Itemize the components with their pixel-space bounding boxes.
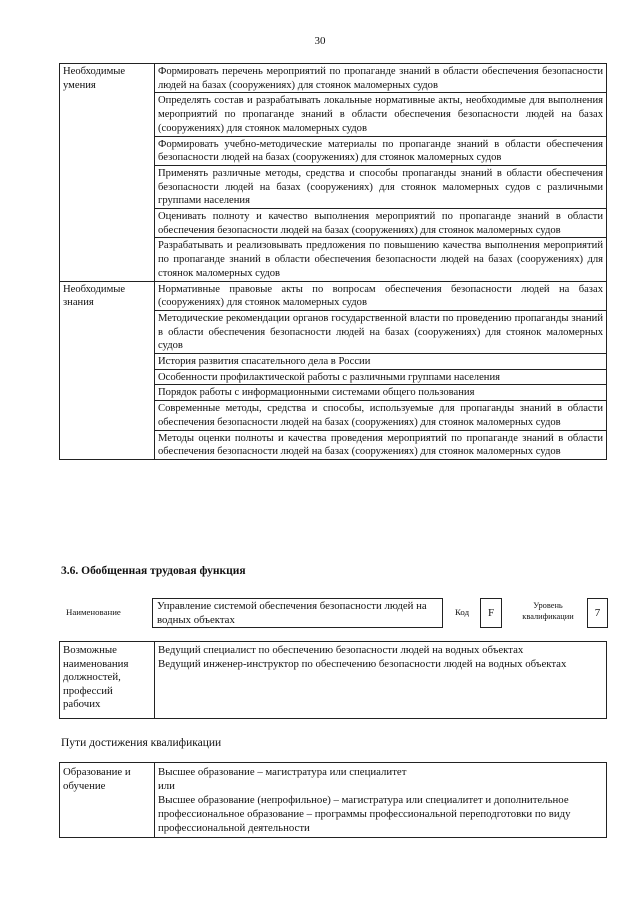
function-name-field: Управление системой обеспечения безопасности людей на водных объектах bbox=[152, 598, 443, 628]
knowledge-item: Порядок работы с информационными системами общего пользования bbox=[155, 385, 607, 401]
positions-value bbox=[155, 642, 607, 719]
education-line: Высшее образование (непрофильное) – магистратура или специалитет и дополнительное профессиональное образование – программы профессиональной переподготовки по виду профессиональной деятельности bbox=[158, 794, 571, 834]
knowledge-item: История развития спасательного дела в России bbox=[155, 354, 607, 370]
skill-item: Определять состав и разрабатывать локальные нормативные акты, необходимые для выполнения мероприятий по пропаганде знаний в области обеспечения безопасности людей на базах (сооружениях) для стоянок маломерных судов bbox=[155, 93, 607, 136]
row-label-knowledge: Необходимые знания bbox=[60, 281, 155, 459]
education-line: или bbox=[158, 780, 175, 792]
education-value bbox=[155, 763, 607, 838]
skill-item: Применять различные методы, средства и способы пропаганды знаний в области обеспечения безопасности людей на базах (сооружениях) для стоянок маломерных судов с различными группами населения bbox=[155, 165, 607, 208]
skill-item: Оценивать полноту и качество выполнения мероприятий по пропаганде знаний в области обеспечения безопасности людей на базах (сооружениях) для стоянок маломерных судов bbox=[155, 209, 607, 238]
code-label: Код bbox=[455, 607, 470, 617]
name-label: Наименование bbox=[66, 607, 121, 617]
skill-item: Формировать перечень мероприятий по пропаганде знаний в области обеспечения безопасности людей на базах (сооружениях) для стоянок маломерных судов bbox=[155, 64, 607, 93]
knowledge-item: Современные методы, средства и способы, используемые для пропаганды знаний в области обеспечения безопасности людей на базах (сооружениях) для стоянок маломерных судов bbox=[155, 401, 607, 430]
knowledge-item: Нормативные правовые акты по вопросам обеспечения безопасности людей на базах (сооружениях) для стоянок маломерных судов bbox=[155, 281, 607, 310]
section-title: 3.6. Обобщенная трудовая функция bbox=[61, 565, 246, 577]
skill-item: Разрабатывать и реализовывать предложения по повышению качества выполнения мероприятий по пропаганде знаний в области обеспечения безопасности людей на базах (сооружениях) для стоянок маломерных судов bbox=[155, 238, 607, 281]
qualification-heading: Пути достижения квалификации bbox=[61, 737, 222, 749]
knowledge-item: Методические рекомендации органов государственной власти по проведению пропаганды знаний в области обеспечения безопасности людей на базах (сооружениях) для стоянок маломерных судов bbox=[155, 310, 607, 353]
skills-knowledge-table bbox=[59, 63, 607, 460]
positions-table bbox=[59, 641, 607, 719]
education-line: Высшее образование – магистратура или специалитет bbox=[158, 766, 407, 778]
skill-item: Формировать учебно-методические материалы по пропаганде знаний в области обеспечения безопасности людей на базах (сооружениях) для стоянок маломерных судов bbox=[155, 136, 607, 165]
knowledge-item: Методы оценки полноты и качества проведения мероприятий по пропаганде знаний в области обеспечения безопасности людей на базах (сооружениях) для стоянок маломерных судов bbox=[155, 430, 607, 459]
positions-label: Возможные наименования должностей, профессий рабочих bbox=[60, 642, 155, 719]
row-label-skills: Необходимые умения bbox=[60, 64, 155, 282]
table-row bbox=[60, 642, 607, 719]
qualification-level-field: 7 bbox=[587, 598, 608, 628]
table-row bbox=[60, 64, 607, 93]
education-label: Образование и обучение bbox=[60, 763, 155, 838]
page-number: 30 bbox=[314, 35, 326, 47]
table-row bbox=[60, 763, 607, 838]
code-field: F bbox=[480, 598, 502, 628]
position-line: Ведущий специалист по обеспечению безопасности людей на водных объектах bbox=[158, 644, 524, 656]
position-line: Ведущий инженер-инструктор по обеспечению безопасности людей на водных объектах bbox=[158, 657, 567, 670]
qualification-level-label: Уровень квалификации bbox=[522, 601, 574, 621]
knowledge-item: Особенности профилактической работы с различными группами населения bbox=[155, 369, 607, 385]
table-row bbox=[60, 281, 607, 310]
education-table bbox=[59, 762, 607, 838]
